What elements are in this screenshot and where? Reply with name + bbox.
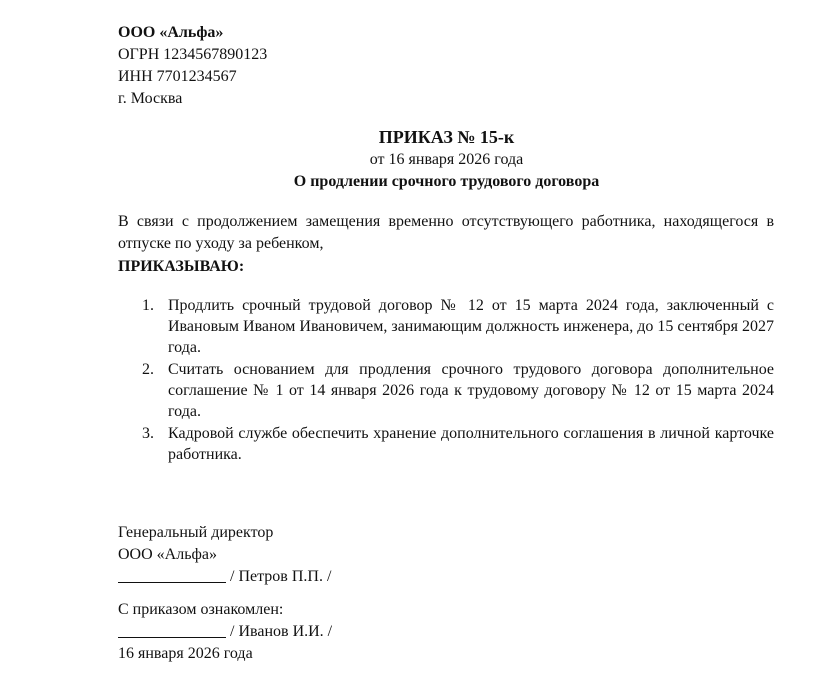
acknowledgement-block: [118, 599, 332, 665]
signatory-name: / Петров П.П. /: [230, 568, 332, 585]
signature-row: [118, 566, 331, 588]
acknowledgement-signature-row: [118, 621, 332, 643]
order-item-text: Считать основанием для продления срочного трудового договора дополнительное соглашение № 1 от 14 января 2026 года к трудовому договору № 12 от 15 марта 2024 года.: [168, 361, 774, 420]
order-heading: [0, 126, 832, 193]
signature-line: [118, 566, 226, 583]
order-item-number: 3.: [142, 425, 154, 442]
organization-ogrn: ОГРН 1234567890123: [118, 46, 268, 63]
director-signature-block: [118, 522, 331, 588]
decree-word: ПРИКАЗЫВАЮ:: [118, 258, 245, 275]
acknowledged-name: / Иванов И.И. /: [230, 623, 333, 640]
order-item-text: Продлить срочный трудовой договор № 12 от 15 марта 2024 года, заключенный с Ивановым Иваном Ивановичем, занимающим должность инженера, до 15 сентября 2027 года.: [168, 297, 774, 356]
order-item: [118, 423, 774, 465]
order-item: [118, 295, 774, 358]
order-item-text: Кадровой службе обеспечить хранение дополнительного соглашения в личной карточке работника.: [168, 425, 774, 463]
order-item-number: 1.: [142, 297, 154, 314]
order-title: ПРИКАЗ № 15-к: [378, 127, 515, 147]
order-item: [118, 359, 774, 422]
preamble-text: В связи с продолжением замещения временно отсутствующего работника, находящегося в отпуске по уходу за ребенком,: [118, 213, 774, 252]
acknowledgement-label: С приказом ознакомлен:: [118, 601, 284, 618]
signature-line: [118, 621, 226, 638]
order-items-list: [118, 295, 774, 466]
order-subject: О продлении срочного трудового договора: [293, 173, 600, 190]
organization-inn: ИНН 7701234567: [118, 68, 237, 85]
order-date: от 16 января 2026 года: [369, 151, 524, 168]
signatory-position: Генеральный директор: [118, 524, 274, 541]
organization-city: г. Москва: [118, 90, 183, 107]
signatory-organization: ООО «Альфа»: [118, 546, 217, 563]
organization-header: [118, 22, 267, 110]
order-item-number: 2.: [142, 361, 154, 378]
organization-name: ООО «Альфа»: [118, 24, 224, 41]
acknowledgement-date: 16 января 2026 года: [118, 645, 253, 662]
